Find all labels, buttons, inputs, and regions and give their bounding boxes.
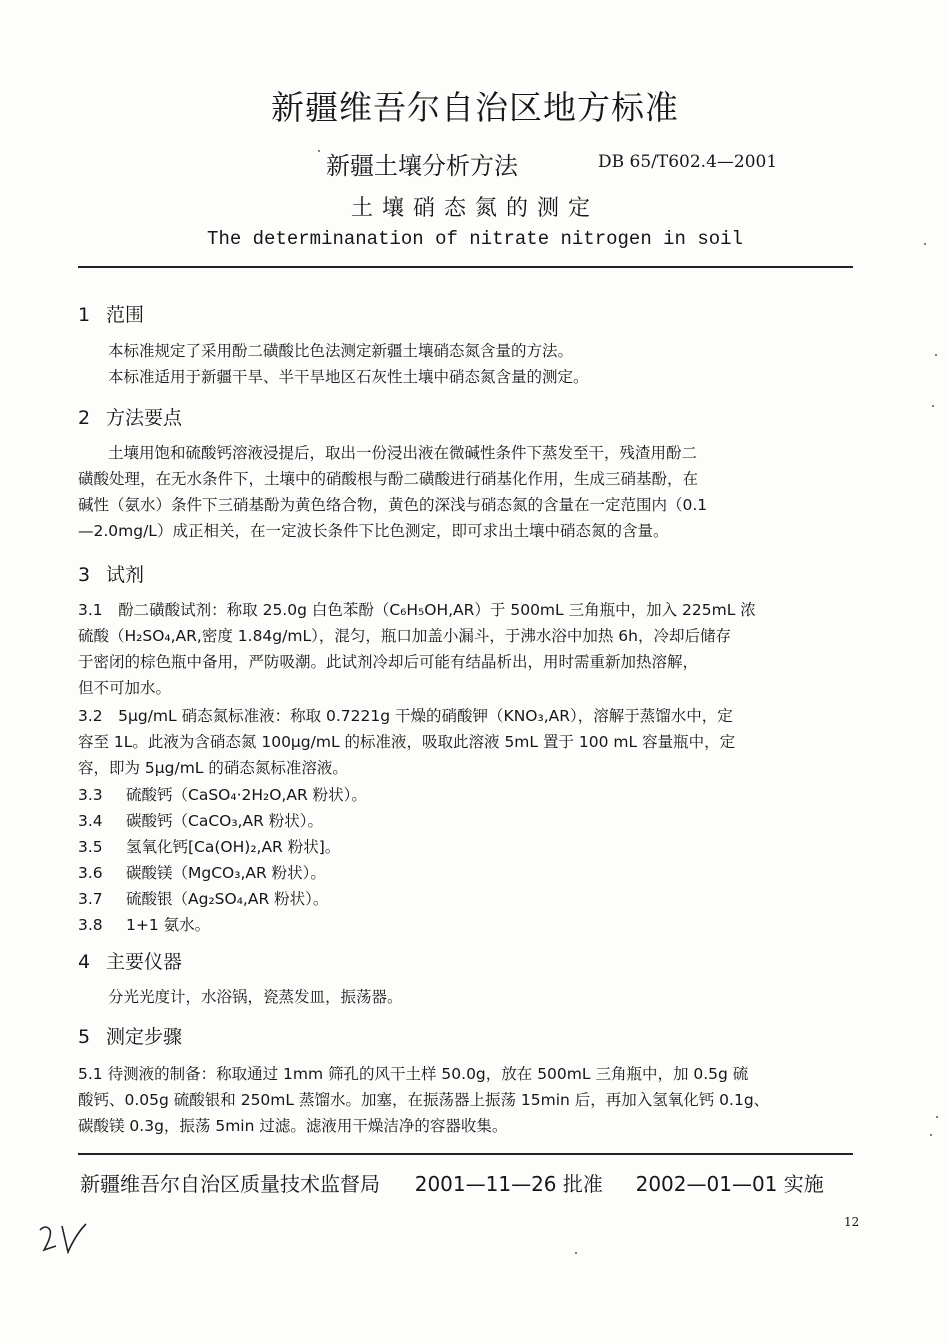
section-2-body xyxy=(78,440,707,544)
item-text: 1+1 氨水。 xyxy=(126,916,211,934)
reagent-item xyxy=(78,835,340,857)
section-title: 主要仪器 xyxy=(106,951,183,973)
section-2-heading xyxy=(78,403,182,430)
item-text: 碳酸钙（CaCO₃,AR 粉状）。 xyxy=(126,812,324,830)
section-1-body xyxy=(108,338,589,390)
footer-rule xyxy=(78,1153,853,1155)
section-5-heading xyxy=(78,1022,182,1049)
scan-speck xyxy=(924,243,926,245)
text-line: 硫酸（H₂SO₄,AR,密度 1.84g/mL），混匀，瓶口加盖小漏斗，于沸水浴中加热 6h，冷却后储存 xyxy=(78,627,731,645)
text-line: 本标准规定了采用酚二磺酸比色法测定新疆土壤硝态氮含量的方法。 xyxy=(108,342,574,360)
section-number: 3 xyxy=(78,564,91,586)
scan-speck xyxy=(932,405,934,407)
reagent-item xyxy=(78,861,326,883)
implementation-date: 2002—01—01 实施 xyxy=(635,1172,824,1196)
series-title: 新疆土壤分析方法 xyxy=(326,152,518,180)
text-line: 土壤用饱和硫酸钙溶液浸提后，取出一份浸出液在微碱性条件下蒸发至干，残渣用酚二 xyxy=(108,444,698,462)
text-line: 但不可加水。 xyxy=(78,679,172,697)
item-text: 硫酸钙（CaSO₄·2H₂O,AR 粉状）。 xyxy=(126,786,367,804)
scan-speck xyxy=(318,150,320,152)
item-text: 碳酸镁（MgCO₃,AR 粉状）。 xyxy=(126,864,326,882)
section-4-body xyxy=(108,984,403,1010)
header-rule xyxy=(78,266,853,268)
text-line: 磺酸处理，在无水条件下，土壤中的硝酸根与酚二磺酸进行硝基化作用，生成三硝基酚，在 xyxy=(78,470,699,488)
text-line: 碱性（氨水）条件下三硝基酚为黄色络合物，黄色的深浅与硝态氮的含量在一定范围内（0.1 xyxy=(78,496,708,514)
section-number: 2 xyxy=(78,407,91,429)
reagent-3-1 xyxy=(78,597,756,701)
document-title-cn: 土壤硝态氮的测定 xyxy=(350,196,599,221)
item-number: 3.8 xyxy=(78,916,103,934)
text-line: 本标准适用于新疆干旱、半干旱地区石灰性土壤中硝态氮含量的测定。 xyxy=(108,368,589,386)
section-number: 1 xyxy=(78,304,91,326)
approval-date: 2001—11—26 批准 xyxy=(414,1172,603,1196)
section-title: 方法要点 xyxy=(106,407,183,429)
section-4-heading xyxy=(78,947,182,974)
item-text: 氢氧化钙[Ca(OH)₂,AR 粉状]。 xyxy=(126,838,341,856)
text-line: 容至 1L。此液为含硝态氮 100μg/mL 的标准液，吸取此溶液 5mL 置于 100 mL 容量瓶中，定 xyxy=(78,733,736,751)
item-number: 3.6 xyxy=(78,864,103,882)
section-5-body xyxy=(78,1061,769,1139)
item-number: 3.7 xyxy=(78,890,103,908)
standard-code: DB 65/T602.4—2001 xyxy=(598,152,778,172)
text-line: 容，即为 5μg/mL 的硝态氮标准溶液。 xyxy=(78,759,348,777)
handwritten-mark xyxy=(36,1218,96,1262)
footer-line xyxy=(80,1168,824,1197)
document-title-en: The determinanation of nitrate nitrogen in soil xyxy=(207,228,743,250)
standard-type-title: 新疆维吾尔自治区地方标准 xyxy=(271,88,679,127)
issuer: 新疆维吾尔自治区质量技术监督局 xyxy=(80,1172,380,1196)
scan-speck xyxy=(936,1116,938,1118)
section-number: 5 xyxy=(78,1026,91,1048)
text-line: 5.1 待测液的制备：称取通过 1mm 筛孔的风干土样 50.0g，放在 500mL 三角瓶中，加 0.5g 硫 xyxy=(78,1065,749,1083)
scan-speck xyxy=(575,1252,577,1254)
reagent-item xyxy=(78,783,367,805)
text-line: 碳酸镁 0.3g，振荡 5min 过滤。滤液用干燥洁净的容器收集。 xyxy=(78,1117,508,1135)
reagent-item xyxy=(78,913,210,935)
reagent-item xyxy=(78,887,328,909)
item-number: 3.5 xyxy=(78,838,103,856)
text-line: 3.1 酚二磺酸试剂：称取 25.0g 白色苯酚（C₆H₅OH,AR）于 500mL 三角瓶中，加入 225mL 浓 xyxy=(78,601,756,619)
item-number: 3.3 xyxy=(78,786,103,804)
text-line: 于密闭的棕色瓶中备用，严防吸潮。此试剂冷却后可能有结晶析出，用时需重新加热溶解， xyxy=(78,653,699,671)
scan-speck xyxy=(935,354,937,356)
section-title: 试剂 xyxy=(106,564,145,586)
item-number: 3.4 xyxy=(78,812,103,830)
text-line: 酸钙、0.05g 硫酸银和 250mL 蒸馏水。加塞，在振荡器上振荡 15min 后，再加入氢氧化钙 0.1g、 xyxy=(78,1091,770,1109)
reagent-3-2 xyxy=(78,703,735,781)
section-title: 范围 xyxy=(106,304,145,326)
reagent-item xyxy=(78,809,323,831)
text-line: —2.0mg/L）成正相关，在一定波长条件下比色测定，即可求出土壤中硝态氮的含量。 xyxy=(78,522,669,540)
section-3-heading xyxy=(78,560,144,587)
item-text: 硫酸银（Ag₂SO₄,AR 粉状）。 xyxy=(126,890,329,908)
section-title: 测定步骤 xyxy=(106,1026,183,1048)
section-1-heading xyxy=(78,300,144,327)
text-line: 分光光度计，水浴锅，瓷蒸发皿，振荡器。 xyxy=(108,988,403,1006)
handwriting-drawing xyxy=(36,1218,96,1258)
text-line: 3.2 5μg/mL 硝态氮标准液：称取 0.7221g 干燥的硝酸钾（KNO₃,AR），溶解于蒸馏水中，定 xyxy=(78,707,733,725)
scan-speck xyxy=(930,1134,932,1136)
page-number: 12 xyxy=(844,1215,860,1229)
section-number: 4 xyxy=(78,951,91,973)
